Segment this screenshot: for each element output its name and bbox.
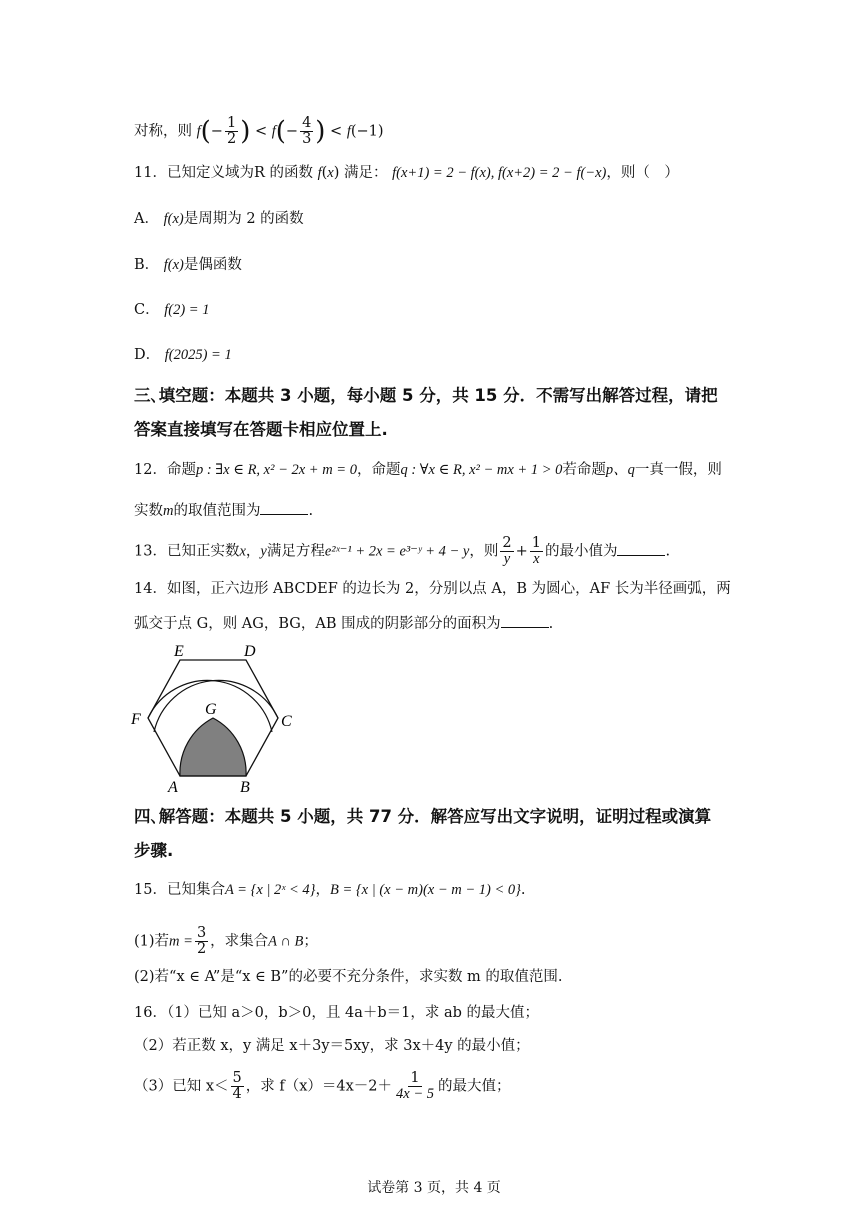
q16-frac2: $\frac{1}{4x - 5}$ (396, 1070, 435, 1102)
q10-tail: 对称，则 f(− $\frac{1}{2}$ ) < f(− $\frac{4}{3}$ ) < f(−1) (134, 115, 384, 147)
q10-text: 对称，则 (134, 123, 192, 140)
q12-line1: 12．命题p : ∃x ∈ R, x² − 2x + m = 0，命题q : ∀x ∈ R, x² − mx + 1 > 0若命题p、q一真一假，则 (134, 462, 722, 478)
section3-heading-line2: 答案直接填写在答题卡相应位置上. (134, 420, 388, 439)
q16-part2: （2）若正数 x，y 满足 x＋3y＝5xy，求 3x＋4y 的最小值； (134, 1038, 530, 1054)
q11-option-b: B． f(x)是偶函数 (134, 257, 242, 273)
q10-frac2: $\frac{4}{3}$ (302, 115, 312, 147)
label-a: A (168, 779, 178, 796)
q15-part1: (1)若m = $\frac{3}{2}$ ，求集合A ∩ B； (134, 925, 318, 957)
label-f: F (131, 711, 141, 728)
q16-part3: （3）已知 x＜ $\frac{5}{4}$ ，求 f（x）＝4x－2＋ $\frac{1}{4x - 5}$ 的最大值； (134, 1070, 511, 1102)
page-footer: 试卷第 3 页，共 4 页 (367, 1180, 501, 1196)
q14-line2: 弧交于点 G，则 AG，BG，AB 围成的阴影部分的面积为 . (134, 613, 553, 634)
q12-answer-blank[interactable] (260, 500, 308, 515)
q14-line1: 14．如图，正六边形 ABCDEF 的边长为 2，分别以点 A，B 为圆心，AF 长为半径画弧，两 (134, 581, 731, 597)
q15-stem: 15．已知集合A = {x | 2ˣ < 4}，B = {x | (x − m)(x − m − 1) < 0}. (134, 882, 526, 898)
label-d: D (244, 643, 256, 660)
q15-part2: (2)若“x ∈ A”是“x ∈ B”的必要不充分条件，求实数 m 的取值范围. (134, 969, 563, 985)
q10-frac1: $\frac{1}{2}$ (226, 115, 237, 147)
q11-stem: 11．已知定义域为R 的函数 f(x) 满足： f(x+1) = 2 − f(x), f(x+2) = 2 − f(−x)，则（ ） (134, 165, 679, 181)
shaded-region (180, 718, 246, 776)
section4-heading-line2: 步骤. (134, 841, 174, 860)
q12-line2: 实数m的取值范围为 . (134, 500, 313, 521)
q11-option-d: D． f(2025) = 1 (134, 347, 232, 363)
section4-heading-line1: 四､解答题：本题共 5 小题，共 77 分．解答应写出文字说明，证明过程或演算 (134, 807, 712, 826)
q11-option-c: C． f(2) = 1 (134, 302, 210, 318)
q13-line: 13．已知正实数x，y满足方程e²ˣ⁻¹ + 2x = e³⁻ʸ + 4 − y，则 $\frac{2}{y}$ + $\frac{1}{x}$ 的最小值为 . (134, 535, 671, 567)
q13-frac2: $\frac{1}{x}$ (531, 535, 541, 567)
q13-answer-blank[interactable] (617, 541, 665, 556)
hexagon-figure (126, 640, 306, 796)
label-e: E (174, 643, 184, 660)
label-b: B (240, 779, 250, 796)
label-c: C (281, 713, 292, 730)
q16-part1: 16．（1）已知 a＞0，b＞0，且 4a＋b＝1，求 ab 的最大值； (134, 1005, 540, 1021)
q14-answer-blank[interactable] (501, 613, 549, 628)
label-g: G (205, 701, 217, 718)
q13-frac1: $\frac{2}{y}$ (502, 535, 512, 567)
section3-heading-line1: 三､填空题：本题共 3 小题，每小题 5 分，共 15 分．不需写出解答过程，请把 (134, 386, 718, 405)
q16-frac1: $\frac{5}{4}$ (232, 1070, 242, 1102)
q15-frac: $\frac{3}{2}$ (196, 925, 207, 957)
q11-option-a: A． f(x)是周期为 2 的函数 (134, 211, 304, 227)
